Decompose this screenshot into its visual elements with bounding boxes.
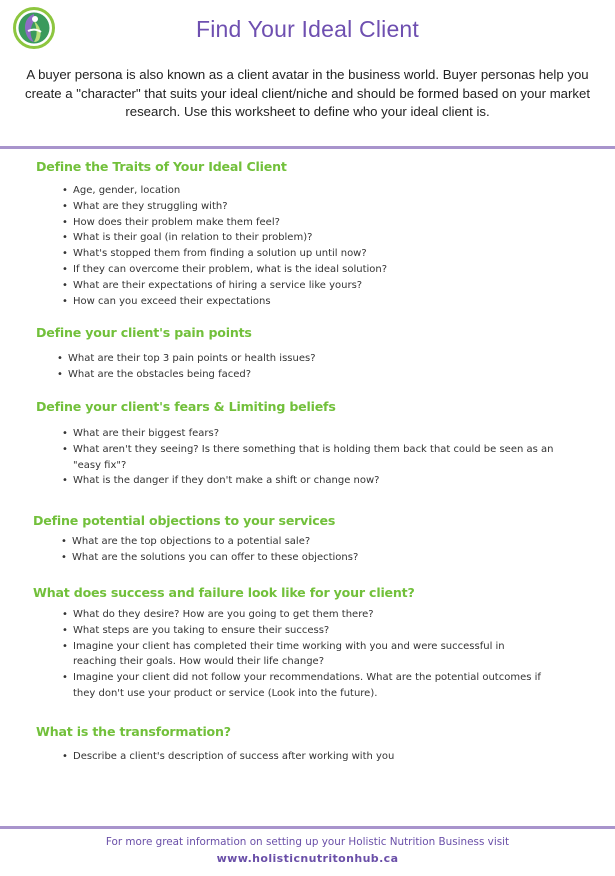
section-pain-points — [0, 325, 605, 383]
footer-text: For more great information on setting up your Holistic Nutrition Business visit — [105, 836, 510, 848]
pain-points-list — [57, 351, 605, 383]
list-item: • How does their problem make them feel? — [62, 215, 605, 231]
list-item: • Age, gender, location — [62, 183, 605, 199]
list-item: • What are the solutions you can offer to these objections? — [61, 550, 605, 566]
list-item: • Imagine your client did not follow your recommendations. What are the potential outcomes if they don't use your product or service (Look into the future). — [62, 670, 542, 702]
top-divider — [0, 146, 615, 149]
section-transformation — [0, 724, 605, 765]
fears-list — [62, 426, 562, 489]
section-heading: Define your client's pain points — [36, 325, 252, 340]
section-heading: Define your client's fears & Limiting beliefs — [36, 399, 336, 414]
list-item: • What do they desire? How are you going to get them there? — [62, 607, 542, 623]
list-item: • What steps are you taking to ensure their success? — [62, 623, 542, 639]
transformation-list — [62, 749, 605, 765]
footer-website-link[interactable]: www.holisticnutritonhub.ca — [216, 852, 399, 865]
success-failure-list — [62, 607, 542, 702]
list-item: • What are their expectations of hiring a service like yours? — [62, 278, 605, 294]
section-heading: What is the transformation? — [36, 724, 231, 739]
section-fears — [0, 399, 605, 489]
list-item: • What are their top 3 pain points or health issues? — [57, 351, 605, 367]
list-item: • If they can overcome their problem, what is the ideal solution? — [62, 262, 605, 278]
objections-list — [61, 534, 605, 566]
section-traits — [0, 159, 605, 309]
intro-paragraph: A buyer persona is also known as a client avatar in the business world. Buyer personas help you create a "character" that suits your ideal client/niche and should be formed based on your market research. Use this worksheet to define who your ideal client is. — [24, 67, 590, 119]
section-objections — [0, 513, 605, 566]
list-item: • Imagine your client has completed their time working with you and were successful in reaching their goals. How would their life change? — [62, 639, 542, 671]
list-item: • What is their goal (in relation to their problem)? — [62, 230, 605, 246]
list-item: • What is the danger if they don't make a shift or change now? — [62, 473, 562, 489]
section-success-failure — [0, 585, 605, 702]
list-item: • What are the obstacles being faced? — [57, 367, 605, 383]
section-heading: Define the Traits of Your Ideal Client — [36, 159, 287, 174]
list-item: • What's stopped them from finding a solution up until now? — [62, 246, 605, 262]
list-item: • What are the top objections to a potential sale? — [61, 534, 605, 550]
traits-list — [62, 183, 605, 309]
list-item: • What aren't they seeing? Is there something that is holding them back that could be seen as an "easy fix"? — [62, 442, 562, 474]
page-title: Find Your Ideal Client — [195, 16, 420, 42]
list-item: • How can you exceed their expectations — [62, 294, 605, 310]
list-item: • What are they struggling with? — [62, 199, 605, 215]
list-item: • Describe a client's description of success after working with you — [62, 749, 605, 765]
section-heading: What does success and failure look like for your client? — [33, 585, 415, 600]
section-heading: Define potential objections to your services — [33, 513, 336, 528]
list-item: • What are their biggest fears? — [62, 426, 562, 442]
bottom-divider — [0, 826, 615, 829]
